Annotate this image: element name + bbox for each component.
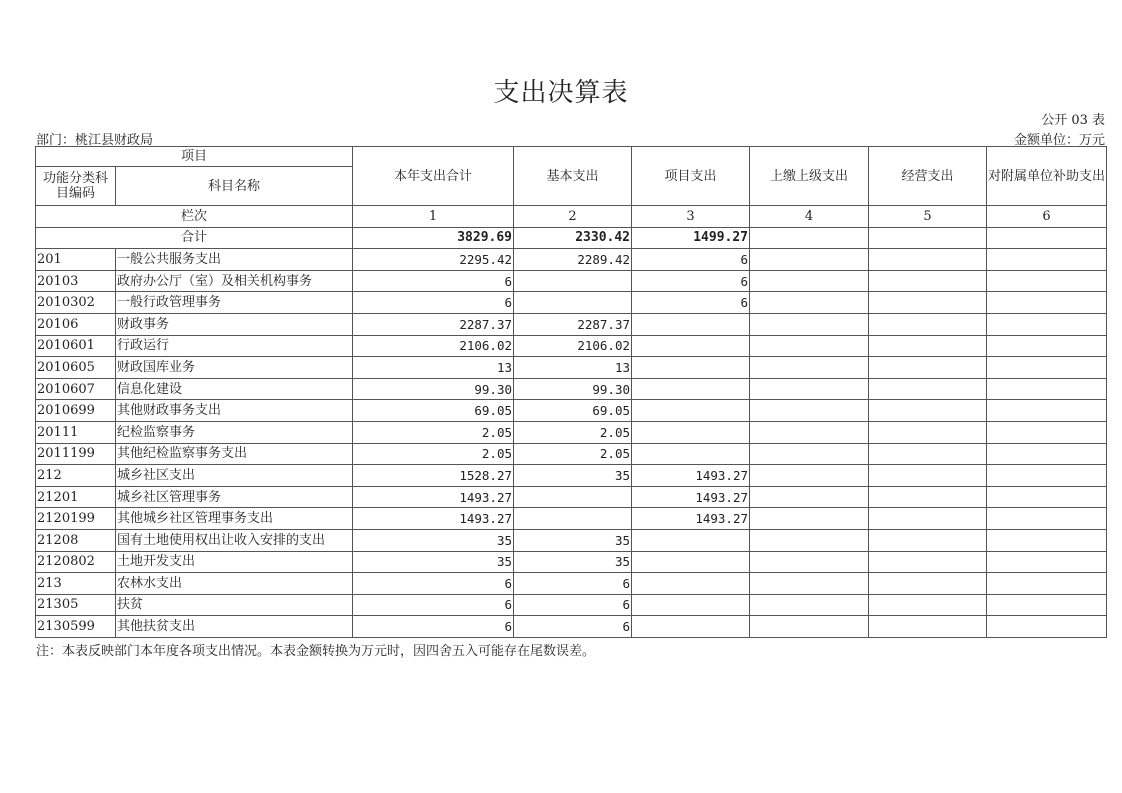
header-total: 本年支出合计 (353, 147, 514, 206)
total-project: 1499.27 (632, 227, 750, 249)
row-basic (514, 508, 632, 530)
row-upper (750, 292, 869, 314)
row-code: 2010699 (36, 400, 116, 422)
row-code: 212 (36, 465, 116, 487)
row-name: 城乡社区管理事务 (116, 486, 353, 508)
row-subsidy (987, 313, 1107, 335)
header-func-code: 功能分类科目编码 (36, 167, 116, 206)
row-project: 6 (632, 270, 750, 292)
row-total: 2.05 (353, 421, 514, 443)
row-code: 20111 (36, 421, 116, 443)
form-number: 公开 03 表 (1041, 113, 1105, 128)
row-basic: 99.30 (514, 378, 632, 400)
row-basic: 2287.37 (514, 313, 632, 335)
row-subsidy (987, 443, 1107, 465)
row-subsidy (987, 378, 1107, 400)
total-upper (750, 227, 869, 249)
row-code: 2010605 (36, 357, 116, 379)
row-total: 2295.42 (353, 249, 514, 271)
total-amount: 3829.69 (353, 227, 514, 249)
row-project: 1493.27 (632, 465, 750, 487)
row-name: 一般行政管理事务 (116, 292, 353, 314)
total-subsidy (987, 227, 1107, 249)
row-code: 21305 (36, 594, 116, 616)
row-subsidy (987, 573, 1107, 595)
header-item: 项目 (36, 147, 353, 167)
row-basic: 2.05 (514, 421, 632, 443)
row-total: 13 (353, 357, 514, 379)
footnote: 注：本表反映部门本年度各项支出情况。本表金额转换为万元时，因四舍五入可能存在尾数误差。 (36, 644, 596, 659)
table-row (36, 443, 1107, 465)
row-basic: 35 (514, 465, 632, 487)
row-upper (750, 421, 869, 443)
row-basic: 35 (514, 551, 632, 573)
row-total: 1493.27 (353, 508, 514, 530)
row-code: 2010302 (36, 292, 116, 314)
row-business (869, 486, 987, 508)
row-total: 99.30 (353, 378, 514, 400)
table-row (36, 573, 1107, 595)
row-total: 6 (353, 573, 514, 595)
row-project: 6 (632, 249, 750, 271)
row-business (869, 508, 987, 530)
row-upper (750, 313, 869, 335)
col-index-1: 1 (353, 206, 514, 228)
col-index-6: 6 (987, 206, 1107, 228)
expenditure-table (35, 146, 1107, 638)
row-total: 2287.37 (353, 313, 514, 335)
col-index-2: 2 (514, 206, 632, 228)
col-label: 栏次 (36, 206, 353, 228)
row-project: 1493.27 (632, 508, 750, 530)
row-subsidy (987, 551, 1107, 573)
row-subsidy (987, 270, 1107, 292)
row-project (632, 335, 750, 357)
row-upper (750, 335, 869, 357)
row-project (632, 443, 750, 465)
table-row (36, 335, 1107, 357)
row-basic: 35 (514, 529, 632, 551)
header-subject-name: 科目名称 (116, 167, 353, 206)
row-business (869, 551, 987, 573)
table-row (36, 529, 1107, 551)
table-row (36, 400, 1107, 422)
table-row (36, 292, 1107, 314)
row-upper (750, 465, 869, 487)
row-subsidy (987, 421, 1107, 443)
row-project (632, 378, 750, 400)
table-row (36, 551, 1107, 573)
row-basic: 69.05 (514, 400, 632, 422)
row-name: 其他城乡社区管理事务支出 (116, 508, 353, 530)
row-business (869, 400, 987, 422)
row-project (632, 313, 750, 335)
row-upper (750, 378, 869, 400)
row-subsidy (987, 529, 1107, 551)
row-subsidy (987, 292, 1107, 314)
row-business (869, 616, 987, 638)
row-project (632, 421, 750, 443)
row-subsidy (987, 508, 1107, 530)
table-row (36, 249, 1107, 271)
row-subsidy (987, 594, 1107, 616)
row-name: 农林水支出 (116, 573, 353, 595)
row-subsidy (987, 400, 1107, 422)
row-project (632, 400, 750, 422)
row-name: 财政国库业务 (116, 357, 353, 379)
row-name: 其他纪检监察事务支出 (116, 443, 353, 465)
row-upper (750, 508, 869, 530)
row-upper (750, 551, 869, 573)
row-total: 1493.27 (353, 486, 514, 508)
row-code: 2120199 (36, 508, 116, 530)
row-name: 信息化建设 (116, 378, 353, 400)
col-index-4: 4 (750, 206, 869, 228)
row-code: 201 (36, 249, 116, 271)
row-name: 政府办公厅（室）及相关机构事务 (116, 270, 353, 292)
row-total: 35 (353, 529, 514, 551)
row-upper (750, 529, 869, 551)
row-name: 扶贫 (116, 594, 353, 616)
row-name: 其他财政事务支出 (116, 400, 353, 422)
row-business (869, 378, 987, 400)
row-code: 2130599 (36, 616, 116, 638)
row-name: 国有土地使用权出让收入安排的支出 (116, 529, 353, 551)
table-row (36, 465, 1107, 487)
row-business (869, 313, 987, 335)
row-basic (514, 270, 632, 292)
unit-label: 金额单位：万元 (1013, 133, 1105, 148)
row-business (869, 335, 987, 357)
header-upper: 上缴上级支出 (750, 147, 869, 206)
table-row (36, 270, 1107, 292)
total-row (36, 227, 1107, 249)
header-project: 项目支出 (632, 147, 750, 206)
row-basic: 2.05 (514, 443, 632, 465)
header-business: 经营支出 (869, 147, 987, 206)
row-upper (750, 270, 869, 292)
table-row (36, 594, 1107, 616)
header-basic: 基本支出 (514, 147, 632, 206)
row-business (869, 529, 987, 551)
row-business (869, 594, 987, 616)
row-business (869, 270, 987, 292)
row-upper (750, 616, 869, 638)
table-row (36, 357, 1107, 379)
row-upper (750, 486, 869, 508)
total-label: 合计 (36, 227, 353, 249)
row-business (869, 443, 987, 465)
row-upper (750, 443, 869, 465)
row-code: 213 (36, 573, 116, 595)
row-subsidy (987, 249, 1107, 271)
row-basic (514, 486, 632, 508)
row-upper (750, 573, 869, 595)
row-business (869, 421, 987, 443)
table-row (36, 313, 1107, 335)
row-total: 2106.02 (353, 335, 514, 357)
row-subsidy (987, 357, 1107, 379)
row-project (632, 551, 750, 573)
row-basic: 6 (514, 573, 632, 595)
row-code: 21201 (36, 486, 116, 508)
row-code: 2010601 (36, 335, 116, 357)
row-project (632, 616, 750, 638)
row-project (632, 594, 750, 616)
row-upper (750, 357, 869, 379)
row-total: 69.05 (353, 400, 514, 422)
row-basic: 13 (514, 357, 632, 379)
row-name: 纪检监察事务 (116, 421, 353, 443)
row-basic: 2106.02 (514, 335, 632, 357)
table-row (36, 508, 1107, 530)
row-subsidy (987, 465, 1107, 487)
row-code: 20103 (36, 270, 116, 292)
total-basic: 2330.42 (514, 227, 632, 249)
row-subsidy (987, 486, 1107, 508)
row-total: 1528.27 (353, 465, 514, 487)
row-upper (750, 400, 869, 422)
row-total: 6 (353, 594, 514, 616)
row-basic: 6 (514, 594, 632, 616)
page-title: 支出决算表 (493, 78, 629, 108)
row-code: 2010607 (36, 378, 116, 400)
row-upper (750, 249, 869, 271)
row-business (869, 357, 987, 379)
header-row-1 (36, 147, 1107, 167)
header-subsidy: 对附属单位补助支出 (987, 147, 1107, 206)
table-row (36, 421, 1107, 443)
column-index-row (36, 206, 1107, 228)
row-business (869, 249, 987, 271)
row-code: 21208 (36, 529, 116, 551)
row-total: 6 (353, 616, 514, 638)
col-index-5: 5 (869, 206, 987, 228)
row-project (632, 357, 750, 379)
row-upper (750, 594, 869, 616)
row-name: 城乡社区支出 (116, 465, 353, 487)
row-name: 财政事务 (116, 313, 353, 335)
table-row (36, 486, 1107, 508)
row-total: 6 (353, 292, 514, 314)
table-row (36, 616, 1107, 638)
row-total: 35 (353, 551, 514, 573)
row-business (869, 292, 987, 314)
row-project: 6 (632, 292, 750, 314)
row-project (632, 529, 750, 551)
row-subsidy (987, 616, 1107, 638)
total-business (869, 227, 987, 249)
row-code: 2120802 (36, 551, 116, 573)
row-basic (514, 292, 632, 314)
row-total: 2.05 (353, 443, 514, 465)
row-name: 土地开发支出 (116, 551, 353, 573)
row-code: 2011199 (36, 443, 116, 465)
row-basic: 2289.42 (514, 249, 632, 271)
row-project: 1493.27 (632, 486, 750, 508)
row-subsidy (987, 335, 1107, 357)
col-index-3: 3 (632, 206, 750, 228)
row-total: 6 (353, 270, 514, 292)
row-name: 其他扶贫支出 (116, 616, 353, 638)
row-business (869, 465, 987, 487)
row-project (632, 573, 750, 595)
table-row (36, 378, 1107, 400)
row-code: 20106 (36, 313, 116, 335)
row-name: 一般公共服务支出 (116, 249, 353, 271)
row-name: 行政运行 (116, 335, 353, 357)
row-business (869, 573, 987, 595)
department-label: 部门：桃江县财政局 (36, 133, 154, 148)
row-basic: 6 (514, 616, 632, 638)
